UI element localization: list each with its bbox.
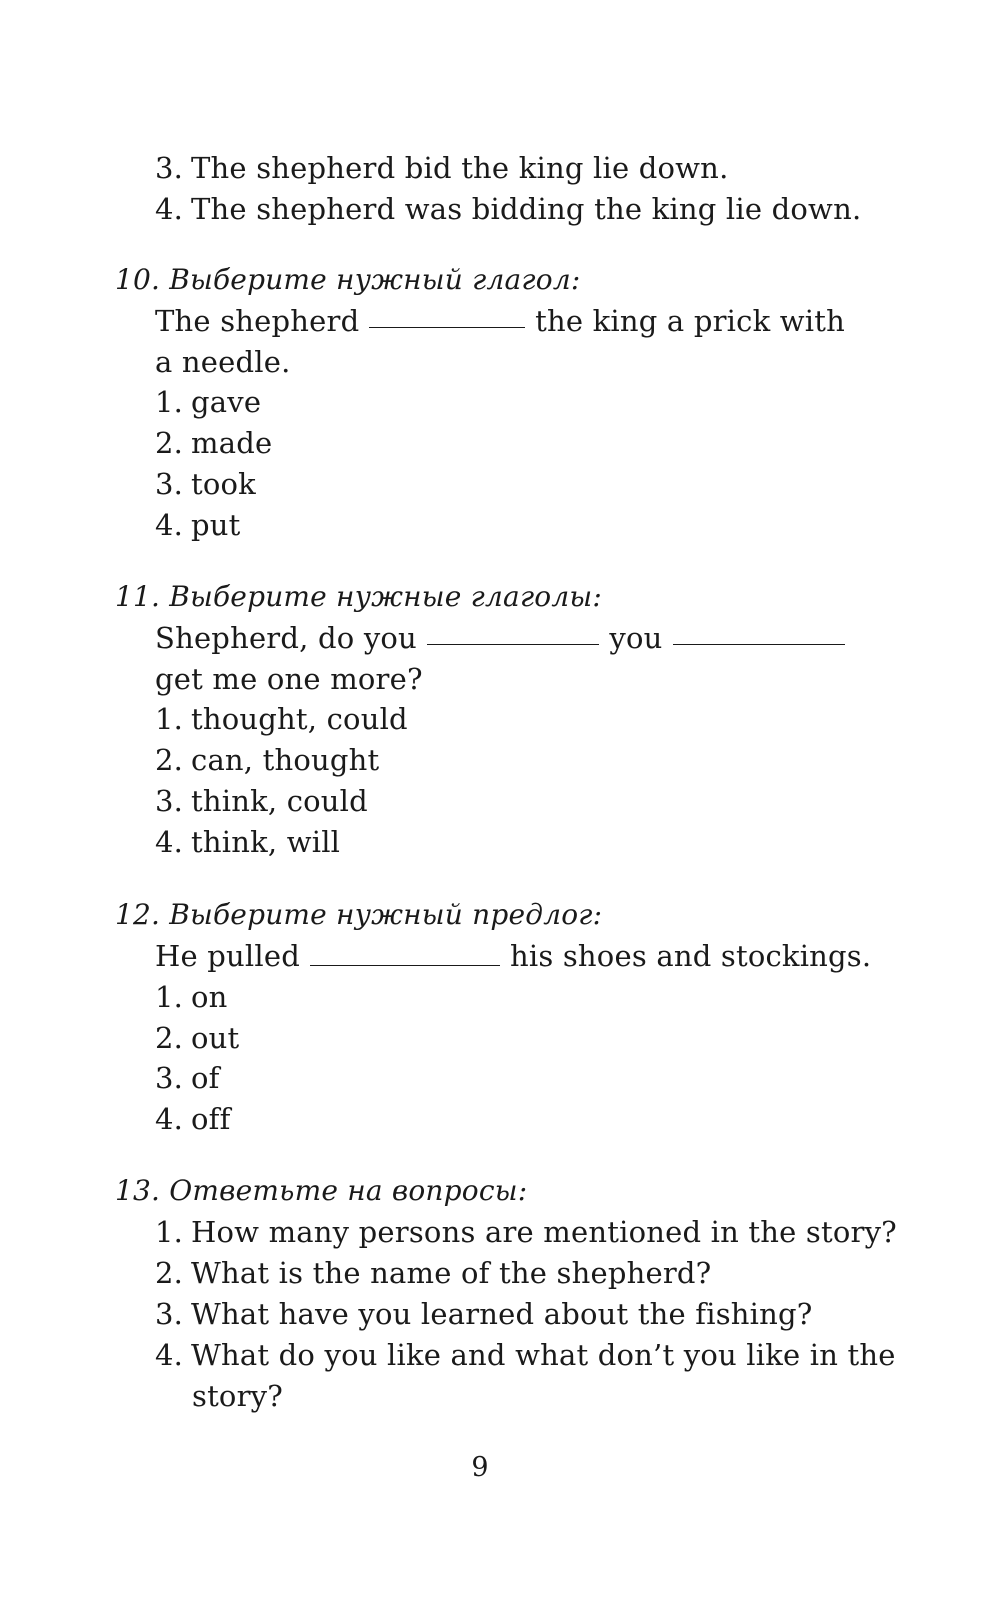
question-item (155, 1212, 897, 1252)
sentence-continuation: get me one more? (155, 662, 423, 696)
answer-blank (673, 618, 845, 645)
question-text: What have you learned about the fishing? (191, 1297, 813, 1331)
answer-blank (369, 301, 525, 328)
question-item (155, 1335, 896, 1375)
option-text: put (191, 508, 241, 542)
question-number: 1. (155, 1215, 184, 1249)
option-text: can, thought (191, 743, 380, 777)
sentence-part: you (609, 621, 663, 655)
option-number: 4. (155, 1102, 184, 1136)
option-text: of (191, 1061, 220, 1095)
option-number: 1. (155, 385, 184, 419)
option-text: off (191, 1102, 231, 1136)
question-item (155, 1253, 711, 1293)
question-11-sentence (155, 618, 845, 658)
question-10-heading: 10. Выберите нужный глагол: (115, 263, 581, 296)
option-item (155, 781, 368, 821)
question-text: What do you like and what don’t you like in the (191, 1338, 896, 1372)
option-item (155, 423, 272, 463)
option-text: think, will (191, 825, 341, 859)
option-item (155, 822, 340, 862)
question-text-continuation: story? (192, 1379, 283, 1413)
option-item (155, 505, 241, 545)
sentence-part: The shepherd (155, 304, 360, 338)
option-item (155, 977, 228, 1017)
list-item (155, 189, 861, 229)
option-item (155, 1099, 231, 1139)
option-number: 1. (155, 702, 184, 736)
option-text: made (191, 426, 273, 460)
sentence-part: He pulled (155, 939, 300, 973)
option-number: 4. (155, 825, 184, 859)
sentence-part: Shepherd, do you (155, 621, 417, 655)
option-item (155, 464, 256, 504)
option-number: 2. (155, 426, 184, 460)
question-10-sentence (155, 301, 845, 341)
option-number: 3. (155, 784, 184, 818)
option-number: 3. (155, 1061, 184, 1095)
option-item (155, 382, 261, 422)
question-11-heading: 11. Выберите нужные глаголы: (115, 580, 603, 613)
question-item (155, 1294, 813, 1334)
option-text: on (191, 980, 228, 1014)
option-item (155, 699, 408, 739)
sentence-part: his shoes and stockings. (510, 939, 872, 973)
sentence-continuation: a needle. (155, 345, 291, 379)
answer-blank (310, 939, 500, 966)
question-13-heading: 13. Ответьте на вопросы: (115, 1174, 528, 1207)
option-text: out (191, 1021, 240, 1055)
question-number: 2. (155, 1256, 184, 1290)
question-text: What is the name of the shepherd? (191, 1256, 712, 1290)
list-item (155, 148, 728, 188)
option-text: took (191, 467, 256, 501)
option-number: 3. (155, 467, 184, 501)
item-text: The shepherd was bidding the king lie down. (191, 192, 862, 226)
question-number: 3. (155, 1297, 184, 1331)
option-text: gave (191, 385, 262, 419)
option-item (155, 740, 379, 780)
option-item (155, 1058, 220, 1098)
item-number: 4. (155, 192, 184, 226)
option-item (155, 1018, 239, 1058)
page-number: 9 (471, 1452, 489, 1483)
question-text: How many persons are mentioned in the story? (191, 1215, 897, 1249)
item-number: 3. (155, 151, 184, 185)
answer-blank (427, 618, 599, 645)
question-number: 4. (155, 1338, 184, 1372)
option-number: 2. (155, 743, 184, 777)
option-text: think, could (191, 784, 368, 818)
option-number: 1. (155, 980, 184, 1014)
option-number: 2. (155, 1021, 184, 1055)
item-text: The shepherd bid the king lie down. (191, 151, 729, 185)
question-12-heading: 12. Выберите нужный предлог: (115, 898, 603, 931)
question-12-sentence (155, 936, 871, 976)
option-text: thought, could (191, 702, 408, 736)
sentence-part: the king a prick with (535, 304, 845, 338)
option-number: 4. (155, 508, 184, 542)
